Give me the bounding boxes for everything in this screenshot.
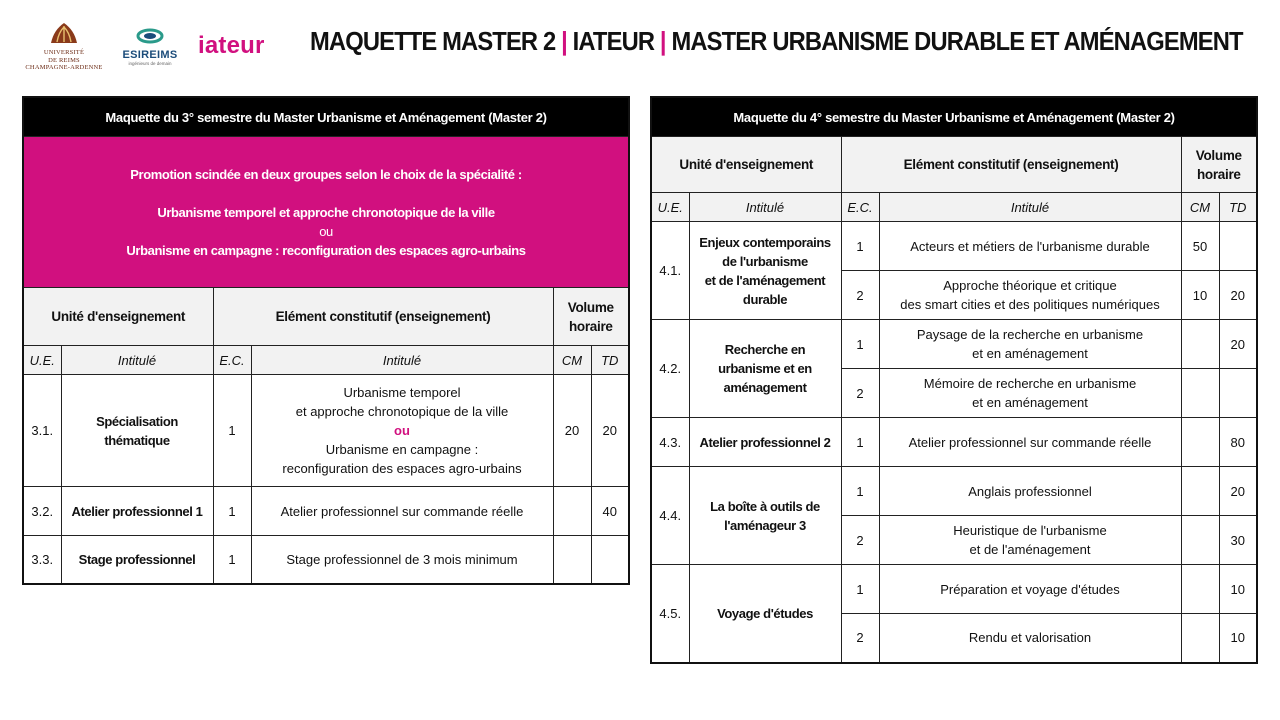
- ue-title-line: et de l'aménagement: [704, 272, 826, 288]
- table-row: [23, 487, 629, 536]
- subheader-td: TD: [1219, 193, 1257, 222]
- ec-title: [251, 375, 553, 487]
- ue-code: 4.5.: [651, 565, 689, 663]
- ec-number: 1: [213, 487, 251, 536]
- urca-line3: CHAMPAGNE-ARDENNE: [25, 64, 103, 71]
- ue-title-line: thématique: [104, 432, 170, 448]
- ec-title-line: Mémoire de recherche en urbanisme: [923, 376, 1137, 391]
- td-hours: 20: [1219, 320, 1257, 369]
- horaire-label: horaire: [568, 318, 613, 334]
- column-header-ec: Elément constitutif (enseignement): [213, 288, 553, 346]
- table-row: [23, 536, 629, 584]
- ec-number: 2: [841, 369, 879, 418]
- semester4-table: [650, 96, 1258, 664]
- table-row: [23, 288, 629, 346]
- ue-title: Stage professionnel: [61, 536, 213, 584]
- horaire-label: horaire: [1196, 166, 1241, 182]
- ec-title: Acteurs et métiers de l'urbanisme durable: [879, 222, 1181, 271]
- ec-title-line: et en aménagement: [972, 346, 1088, 361]
- td-hours: [591, 536, 629, 584]
- ue-code: 3.2.: [23, 487, 61, 536]
- cm-hours: [553, 536, 591, 584]
- ue-title: [689, 467, 841, 565]
- ue-title: Atelier professionnel 1: [61, 487, 213, 536]
- cm-hours: [1181, 565, 1219, 614]
- subheader-intitule: Intitulé: [689, 193, 841, 222]
- ec-title: Préparation et voyage d'études: [879, 565, 1181, 614]
- title-part3: MASTER URBANISME DURABLE ET AMÉNAGEMENT: [671, 28, 1243, 56]
- table-row: [651, 467, 1257, 516]
- promotion-line1: Promotion scindée en deux groupes selon le choix de la spécialité :: [130, 166, 522, 182]
- ec-title-line: et en aménagement: [972, 395, 1088, 410]
- iateur-logo: iateur: [198, 32, 265, 59]
- td-hours: 40: [591, 487, 629, 536]
- ec-title-line: Urbanisme temporel: [343, 385, 461, 400]
- td-hours: 10: [1219, 565, 1257, 614]
- ec-title-line: Urbanisme en campagne :: [325, 442, 479, 457]
- ue-code: 4.3.: [651, 418, 689, 467]
- subheader-ue: U.E.: [651, 193, 689, 222]
- ec-number: 1: [213, 375, 251, 487]
- td-hours: 20: [1219, 467, 1257, 516]
- subheader-intitule: Intitulé: [61, 346, 213, 375]
- cm-hours: 20: [553, 375, 591, 487]
- esireims-logo: [118, 26, 182, 70]
- column-header-ec: Elément constitutif (enseignement): [841, 137, 1181, 193]
- ue-title-line: Spécialisation: [96, 413, 178, 429]
- ec-number: 1: [841, 565, 879, 614]
- promotion-or: ou: [319, 223, 333, 239]
- title-part2: IATEUR: [572, 28, 655, 56]
- cm-hours: 50: [1181, 222, 1219, 271]
- ec-number: 1: [841, 418, 879, 467]
- subheader-ue: U.E.: [23, 346, 61, 375]
- volume-label: Volume: [1195, 147, 1242, 163]
- table-row: [651, 193, 1257, 222]
- urca-line1: UNIVERSITÉ: [43, 49, 85, 56]
- column-header-ue: Unité d'enseignement: [651, 137, 841, 193]
- ue-title-line: durable: [742, 291, 788, 307]
- cm-hours: [1181, 614, 1219, 663]
- subheader-ec: E.C.: [841, 193, 879, 222]
- ue-title: Voyage d'études: [689, 565, 841, 663]
- ec-number: 1: [213, 536, 251, 584]
- ue-title-line: de l'urbanisme: [722, 253, 808, 269]
- urca-line2: DE REIMS: [48, 56, 80, 64]
- promotion-line2: Urbanisme temporel et approche chronotopique de la ville: [157, 204, 495, 220]
- table-row: [23, 97, 629, 137]
- column-header-ue: Unité d'enseignement: [23, 288, 213, 346]
- swirl-icon: [135, 26, 165, 44]
- ec-or: ou: [394, 423, 410, 438]
- ue-title: [61, 375, 213, 487]
- page-title: [310, 28, 1243, 57]
- cm-hours: [1181, 467, 1219, 516]
- ue-title: [689, 222, 841, 320]
- ec-title-line: des smart cities et des politiques numériques: [900, 297, 1160, 312]
- subheader-ec-intitule: Intitulé: [879, 193, 1181, 222]
- urca-logo: [24, 22, 104, 74]
- title-part1: MAQUETTE MASTER 2: [310, 28, 556, 56]
- table-row: [23, 375, 629, 487]
- ec-number: 1: [841, 222, 879, 271]
- ue-code: 3.1.: [23, 375, 61, 487]
- ue-title-line: Recherche en: [724, 342, 806, 357]
- td-hours: 10: [1219, 614, 1257, 663]
- cm-hours: [553, 487, 591, 536]
- semester3-title: Maquette du 3° semestre du Master Urbanisme et Aménagement (Master 2): [23, 97, 629, 137]
- ec-title: [879, 320, 1181, 369]
- table-row: [651, 97, 1257, 137]
- ec-title: [879, 369, 1181, 418]
- ec-title: Anglais professionnel: [879, 467, 1181, 516]
- ec-title: Atelier professionnel sur commande réelle: [879, 418, 1181, 467]
- esireims-name: ESIREIMS: [122, 49, 178, 61]
- ec-title: Rendu et valorisation: [879, 614, 1181, 663]
- ue-title: Atelier professionnel 2: [689, 418, 841, 467]
- table-row: [23, 346, 629, 375]
- ec-title-line: et approche chronotopique de la ville: [295, 404, 509, 419]
- ec-title-line: Paysage de la recherche en urbanisme: [916, 327, 1144, 342]
- cm-hours: 10: [1181, 271, 1219, 320]
- ec-title-line: Heuristique de l'urbanisme: [953, 523, 1107, 538]
- semester4-title: Maquette du 4° semestre du Master Urbanisme et Aménagement (Master 2): [651, 97, 1257, 137]
- ue-title-line: urbanisme et en: [718, 361, 812, 376]
- ue-code: 4.2.: [651, 320, 689, 418]
- cm-hours: [1181, 320, 1219, 369]
- cm-hours: [1181, 369, 1219, 418]
- ec-number: 1: [841, 320, 879, 369]
- promotion-line3: Urbanisme en campagne : reconfiguration des espaces agro-urbains: [126, 242, 526, 258]
- ec-title: [879, 271, 1181, 320]
- ue-code: 4.4.: [651, 467, 689, 565]
- esireims-tagline: ingénieurs de demain: [128, 61, 172, 66]
- table-row: [651, 137, 1257, 193]
- title-separator: |: [659, 28, 666, 56]
- volume-label: Volume: [567, 299, 614, 315]
- crest-icon: [47, 22, 81, 44]
- ec-number: 2: [841, 614, 879, 663]
- table-row: [651, 418, 1257, 467]
- ec-title-line: et de l'aménagement: [969, 542, 1091, 557]
- subheader-ec: E.C.: [213, 346, 251, 375]
- ec-title: [879, 516, 1181, 565]
- promotion-notice: [23, 137, 629, 288]
- ue-title: [689, 320, 841, 418]
- ec-title-line: Approche théorique et critique: [943, 278, 1117, 293]
- column-header-volume: [1181, 137, 1257, 193]
- td-hours: 30: [1219, 516, 1257, 565]
- table-row: [23, 137, 629, 288]
- cm-hours: [1181, 516, 1219, 565]
- ue-title-line: aménagement: [723, 380, 807, 395]
- ue-title-line: l'aménageur 3: [724, 517, 806, 533]
- subheader-ec-intitule: Intitulé: [251, 346, 553, 375]
- td-hours: [1219, 369, 1257, 418]
- td-hours: 20: [1219, 271, 1257, 320]
- table-row: [651, 222, 1257, 271]
- ue-title-line: La boîte à outils de: [710, 498, 820, 514]
- table-row: [651, 320, 1257, 369]
- ue-title-line: Enjeux contemporains: [699, 234, 831, 250]
- td-hours: 20: [591, 375, 629, 487]
- logos: [24, 22, 304, 74]
- subheader-cm: CM: [553, 346, 591, 375]
- cm-hours: [1181, 418, 1219, 467]
- table-row: [651, 565, 1257, 614]
- subheader-cm: CM: [1181, 193, 1219, 222]
- ue-code: 3.3.: [23, 536, 61, 584]
- title-separator: |: [561, 28, 567, 56]
- column-header-volume: [553, 288, 629, 346]
- ec-title: Stage professionnel de 3 mois minimum: [251, 536, 553, 584]
- ec-number: 2: [841, 271, 879, 320]
- ec-title-line: reconfiguration des espaces agro-urbains: [282, 461, 522, 476]
- subheader-td: TD: [591, 346, 629, 375]
- ec-title: Atelier professionnel sur commande réelle: [251, 487, 553, 536]
- semester3-table: [22, 96, 630, 585]
- td-hours: [1219, 222, 1257, 271]
- td-hours: 80: [1219, 418, 1257, 467]
- ec-number: 1: [841, 467, 879, 516]
- ue-code: 4.1.: [651, 222, 689, 320]
- ec-number: 2: [841, 516, 879, 565]
